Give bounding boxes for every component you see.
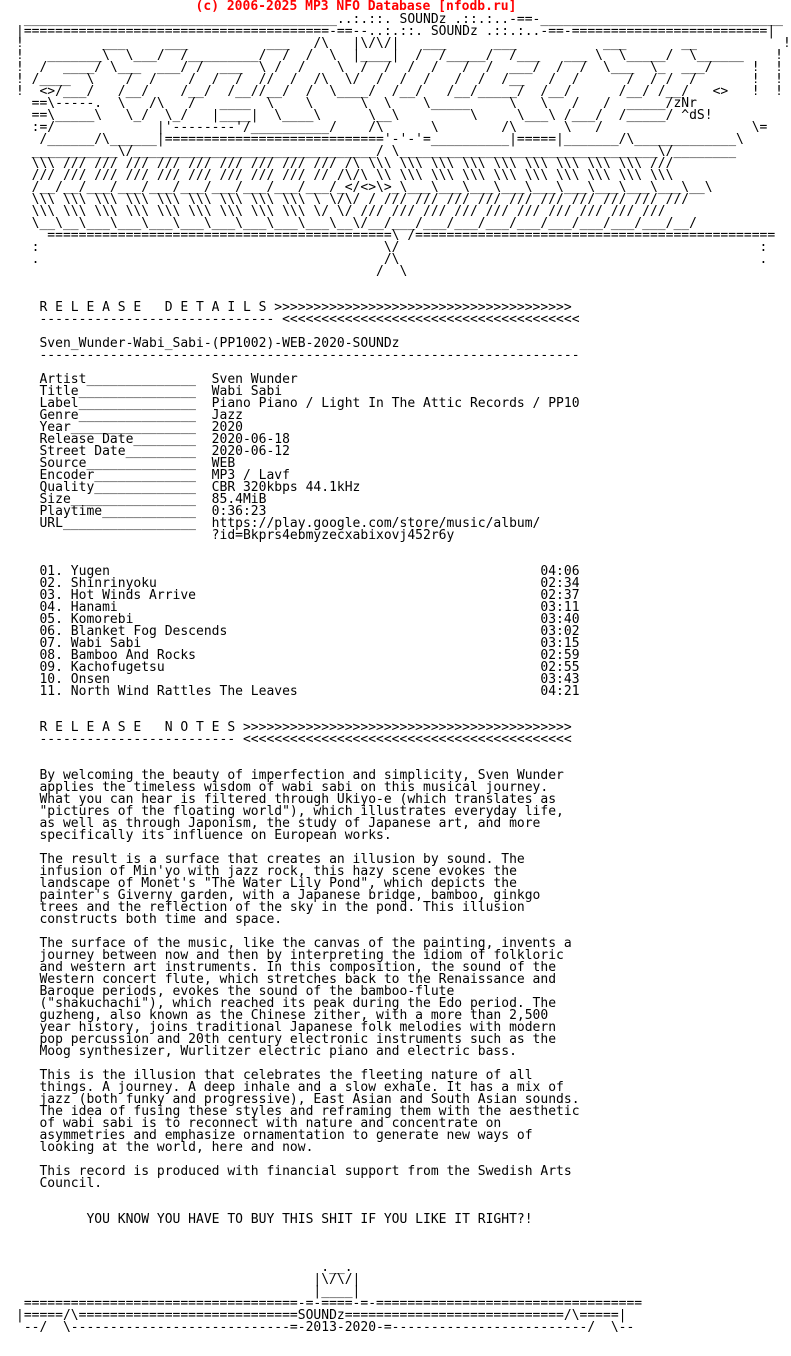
detail-row-street-date: Street Date_________ 2020-06-12 [16, 444, 290, 459]
logo-art-line: \\\ \\\ \\\ \\\ \\\ \\\ \\\ \\\ \\\ \ \/\/ / /// /// /// /// /// /// /// /// /// /// [16, 192, 721, 207]
release-notes-heading: R E L E A S E N O T E S >>>>>>>>>>>>>>>>>>>>>>>>>>>>>>>>>>>>>>>>>> [16, 720, 572, 735]
notes-line: This record is produced with financial support from the Swedish Arts [16, 1164, 572, 1179]
detail-row-artist: Artist______________ Sven Wunder [16, 372, 298, 387]
track-row: 05. Komorebi 03:40 [16, 612, 580, 627]
logo-art-line: / \ [16, 264, 791, 279]
notes-line: things. A journey. A deep inhale and a slow exhale. It has a mix of [16, 1080, 564, 1095]
closing-line: YOU KNOW YOU HAVE TO BUY THIS SHIT IF YOU LIKE IT RIGHT?! [16, 1212, 533, 1227]
logo-art-line: /// /// /// /// /// /// /// /// /// // /\/\ \\ \\\ \\\ \\\ \\\ \\\ \\\ \\\ \\\ \\\ [16, 168, 705, 183]
detail-row-genre: Genre_______________ Jazz [16, 408, 243, 423]
detail-row-label: Label_______________ Piano Piano / Light In The Attic Records / PP10 [16, 396, 580, 411]
track-row: 07. Wabi Sabi 03:15 [16, 636, 580, 651]
notes-line: The idea of fusing these styles and reframing them with the aesthetic [16, 1104, 580, 1119]
detail-row-source: Source______________ WEB [16, 456, 236, 471]
logo-art-line: \\\ \\\ \\\ \\\ \\\ \\\ \\\ \\\ \\\ \/ \/ /// /// /// /// /// /// /// /// /// /// [16, 204, 697, 219]
notes-line: ("shakuchachi"), which reached its peak during the Edo period. The [16, 996, 557, 1011]
footer-group: |=====/\============================SOUNDz============================/\=====| [16, 1308, 627, 1323]
logo-art-line: ============================================\ /============================================== [16, 228, 791, 243]
footer-crown: |____| [16, 1284, 361, 1299]
notes-line: pop percussion and 20th century electronic instruments such as the [16, 1032, 557, 1047]
notes-line: "pictures of the floating world"), which illustrates everyday life, [16, 804, 564, 819]
detail-url-continuation: ?id=Bkprs4ebmyzecxabixovj452r6y [16, 528, 455, 543]
logo-art-line: \\\ /// /// /// /// /// /// /// /// /// /\ \\\ \\\ \\\ \\\ \\\ \\\ \\\ \\\ \\\ /// [16, 156, 705, 171]
logo-art-line: : \/ : [16, 240, 784, 255]
notes-line: as well as through Japonism, the study of Japanese art, and more [16, 816, 541, 831]
track-row: 09. Kachofugetsu 02:55 [16, 660, 580, 675]
logo-art-line: ==\_____\ \_/ \_/ |____| \____\ \__\ \ \___\ /___/ /_____/ ^dS! [16, 108, 752, 123]
notes-line: Moog synthesizer, Wurlitzer electric piano and electric bass. [16, 1044, 517, 1059]
notes-line: of wabi sabi is to reconnect with nature and concentrate on [16, 1116, 502, 1131]
logo-art-line: |=======================================-==--..:.::. SOUNDz .::.:..-==-=========================| [16, 24, 776, 39]
notes-line: landscape of Monet's "The Water Lily Pond", which depicts the [16, 876, 517, 891]
notes-line: and western art instruments. In this composition, the sound of the [16, 960, 557, 975]
notes-line: constructs both time and space. [16, 912, 283, 927]
logo-art-line: \__\__\___\___\___\___\___\___\___\___\__\/__/___/___/___/___/___/___/___/___/___/__/ [16, 216, 729, 231]
notes-line: The surface of the music, like the canvas of the painting, invents a [16, 936, 572, 951]
notes-line: jazz (both funky and progressive), East Asian and South Asian sounds. [16, 1092, 580, 1107]
notes-line: trees and the reflection of the sky in the pond. This illusion [16, 900, 525, 915]
footer-rule: ===================================-=-====-=-================================== [16, 1296, 643, 1311]
detail-row-year: Year________________ 2020 [16, 420, 243, 435]
notes-line: By welcoming the beauty of imperfection and simplicity, Sven Wunder [16, 768, 564, 783]
divider: --------------------------------------------------------------------- [16, 348, 580, 363]
detail-row-release-date: Release Date________ 2020-06-18 [16, 432, 290, 447]
heading-underline: ------------------------- <<<<<<<<<<<<<<<<<<<<<<<<<<<<<<<<<<<<<<<<<< [16, 732, 572, 747]
notes-line: journey between now and then by interpreting the idiom of folkloric [16, 948, 564, 963]
heading-underline: ------------------------------ <<<<<<<<<<<<<<<<<<<<<<<<<<<<<<<<<<<<<< [16, 312, 580, 327]
notes-line: infusion of Min'yo with jazz rock, this hazy scene evokes the [16, 864, 517, 879]
logo-art-line: ! /____ \ / / / / / // / /\ \/ / / / / / /__ / / / / / / ! ! [16, 72, 784, 87]
logo-art-line: ! / ____/ \___ ___/ / ___ \ / / \ / / / / / / ___/ / / \___ \_ ___/ ! ! [16, 60, 784, 75]
track-row: 04. Hanami 03:11 [16, 600, 580, 615]
logo-art-line: ___________\/_______________________________/ \_________________________________\/________ [16, 144, 768, 159]
notes-line: asymmetries and emphasize ornamentation to generate new ways of [16, 1128, 533, 1143]
logo-art-line: ! _______\ \___/ /_________/ / / \ |____| / /_____/ /___ ___ \ \_____/ \______ ! [16, 48, 784, 63]
nfodb-header: (c) 2006-2025 MP3 NFO Database [nfodb.ru] [195, 0, 517, 14]
notes-line: Baroque periods, evokes the sound of the bamboo-flute [16, 984, 455, 999]
track-row: 08. Bamboo And Rocks 02:59 [16, 648, 580, 663]
notes-line: This is the illusion that celebrates the fleeting nature of all [16, 1068, 533, 1083]
logo-art-line: /______/\______|============================'-'-'=__________|=====|_______/\_____________\ [16, 132, 776, 147]
notes-line: looking at the world, here and now. [16, 1140, 314, 1155]
logo-art-line: ==\-----. \ /\ / ____ \ \ \ \ \_____ \ \ / / _____/zNr [16, 96, 737, 111]
nfo-document [16, 14, 791, 1334]
notes-line: What you can hear is filtered through Ukiyo-e (which translates as [16, 792, 557, 807]
notes-line: Western concert flute, which stretches back to the Renaissance and [16, 972, 557, 987]
detail-row-quality: Quality_____________ CBR 320kbps 44.1kHz [16, 480, 361, 495]
footer-crown: |\/\/| [16, 1272, 361, 1287]
track-row: 02. Shinrinyoku 02:34 [16, 576, 580, 591]
notes-line: applies the timeless wisdom of wabi sabi on this musical journey. [16, 780, 549, 795]
notes-line: painter's Giverny garden, with a Japanese bridge, bamboo, ginkgo [16, 888, 541, 903]
logo-art-line: /__/__/___/___/___/___/___/___/___/___/_</<>\>_\___\___\___\___\___\___\___\___\___\__\ [16, 180, 744, 195]
logo-art-line: ________________________________________..:.::. SOUNDz .::.:..-==-_______________________________ [16, 12, 791, 27]
detail-row-encoder: Encoder_____________ MP3 / Lavf [16, 468, 290, 483]
notes-line: guzheng, also known as the Chinese zither, with a more than 2,500 [16, 1008, 549, 1023]
detail-row-url: URL_________________ https://play.google.com/store/music/album/ [16, 516, 541, 531]
notes-line: Council. [16, 1176, 103, 1191]
notes-line: The result is a surface that creates an illusion by sound. The [16, 852, 525, 867]
footer-crown: .__. [16, 1260, 361, 1275]
release-details-heading: R E L E A S E D E T A I L S >>>>>>>>>>>>>>>>>>>>>>>>>>>>>>>>>>>>>> [16, 300, 572, 315]
track-row: 01. Yugen 04:06 [16, 564, 580, 579]
detail-row-title: Title_______________ Wabi Sabi [16, 384, 283, 399]
logo-art-line: ! ___ ___ ___ /\ |\/\/| ___ ___ ___ __ ! [16, 36, 791, 51]
logo-art-line: :=/ |'--------'/__________/ /\ \ /\ \ / \= [16, 120, 791, 135]
track-row: 11. North Wind Rattles The Leaves 04:21 [16, 684, 580, 699]
notes-line: year history, joins traditional Japanese folk melodies with modern [16, 1020, 557, 1035]
release-name: Sven_Wunder-Wabi_Sabi-(PP1002)-WEB-2020-SOUNDz [16, 336, 400, 351]
detail-row-playtime: Playtime____________ 0:36:23 [16, 504, 267, 519]
track-row: 03. Hot Winds Arrive 02:37 [16, 588, 580, 603]
track-row: 10. Onsen 03:43 [16, 672, 580, 687]
detail-row-size: Size________________ 85.4MiB [16, 492, 267, 507]
logo-art-line: . /\ . [16, 252, 784, 267]
logo-art-line: ! <>/___/ /__/ /__/ /__//__/ / \____/ /__/ /__/_____/ /__/ /__/ /__/ <> ! ! [16, 84, 784, 99]
notes-line: specifically its influence on European works. [16, 828, 392, 843]
track-row: 06. Blanket Fog Descends 03:02 [16, 624, 580, 639]
footer-years: --/ \----------------------------=-2013-2020-=-------------------------/ \-- [16, 1320, 635, 1335]
